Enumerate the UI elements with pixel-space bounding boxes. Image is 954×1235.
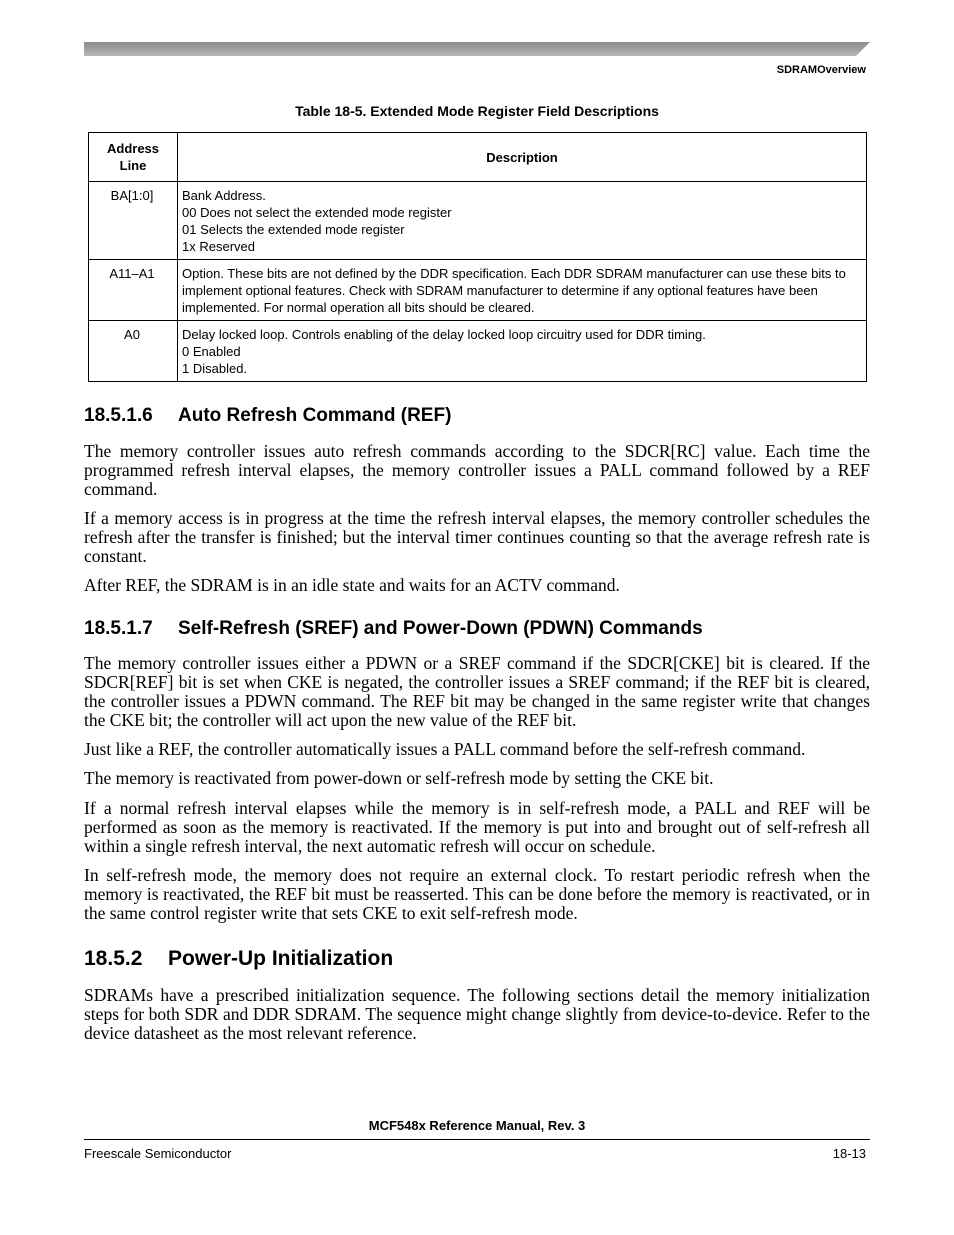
- table-caption: Table 18-5. Extended Mode Register Field Descriptions: [295, 103, 659, 119]
- table-row: [89, 182, 867, 260]
- section-title: Auto Refresh Command (REF): [178, 405, 452, 426]
- section-title: Self-Refresh (SREF) and Power-Down (PDWN) Commands: [178, 618, 703, 639]
- description-line: Option. These bits are not defined by the DDR specification. Each DDR SDRAM manufacturer can use these bits to implement optional features. Check with SDRAM manufacturer to determine if any optional features have been implemented. For normal operation all bits should be cleared.: [182, 266, 846, 315]
- description-line: 1x Reserved: [182, 239, 255, 254]
- paragraph: After REF, the SDRAM is in an idle state and waits for an ACTV command.: [84, 575, 620, 595]
- table-header-row: [89, 133, 867, 182]
- field-description-table: [88, 132, 867, 382]
- paragraph: In self-refresh mode, the memory does not require an external clock. To restart periodic refresh when the memory is reactivated, the REF bit must be reasserted. This can be done before the memory is reactivated, or in the same control register write that sets CKE to exit self-refresh mode.: [84, 865, 870, 923]
- description-cell: [178, 260, 867, 321]
- description-line: 1 Disabled.: [182, 361, 248, 376]
- paragraph: SDRAMs have a prescribed initialization sequence. The following sections detail the memory initialization steps for both SDR and DDR SDRAM. The sequence might change slightly from device-to-device. Refer to the device datasheet as the most relevant reference.: [84, 985, 870, 1043]
- column-header-address: Address Line: [89, 133, 178, 182]
- footer-title: MCF548x Reference Manual, Rev. 3: [368, 1118, 586, 1133]
- paragraph: If a normal refresh interval elapses while the memory is in self-refresh mode, a PALL and REF will be performed as soon as the memory is reactivated. If the memory is put into and brought out of self-refresh all within a single refresh interval, the next automatic refresh will occur on schedule.: [84, 798, 870, 856]
- paragraph: The memory controller issues either a PDWN or a SREF command if the SDCR[CKE] bit is cleared. If the SDCR[REF] bit is set when CKE is negated, the controller issues a SREF command; if the REF bit is cleared, the controller issues a PDWN command. The REF bit may be changed in the same register write that changes the CKE bit; the controller will act upon the new value of the REF bit.: [84, 653, 870, 730]
- table-row: [89, 260, 867, 321]
- table-row: [89, 321, 867, 382]
- paragraph: Just like a REF, the controller automatically issues a PALL command before the self-refresh command.: [84, 739, 806, 759]
- description-line: 01 Selects the extended mode register: [182, 222, 405, 237]
- paragraph: The memory controller issues auto refresh commands according to the SDCR[RC] value. Each time the programmed refresh interval elapses, the memory controller issues a PALL command followed by a REF command.: [84, 441, 870, 499]
- column-header-description: Description: [178, 133, 867, 182]
- section-number: 18.5.2: [84, 947, 143, 970]
- paragraph: If a memory access is in progress at the time the refresh interval elapses, the memory controller schedules the refresh after the transfer is finished; but the interval timer continues counting so that the average refresh rate is constant.: [84, 508, 870, 566]
- section-heading-sref: [84, 618, 703, 640]
- footer-company: Freescale Semiconductor: [84, 1146, 232, 1161]
- section-heading-ref: [84, 405, 451, 427]
- address-cell: BA[1:0]: [89, 182, 178, 260]
- header-bar: [84, 42, 870, 56]
- footer-divider: [84, 1139, 870, 1140]
- paragraph: The memory is reactivated from power-down or self-refresh mode by setting the CKE bit.: [84, 768, 714, 788]
- address-cell: A11–A1: [89, 260, 178, 321]
- running-header: SDRAMOverview: [776, 64, 866, 76]
- description-line: Bank Address.: [182, 188, 266, 203]
- page-number: 18-13: [832, 1146, 866, 1161]
- description-line: 00 Does not select the extended mode register: [182, 205, 452, 220]
- address-cell: A0: [89, 321, 178, 382]
- description-line: Delay locked loop. Controls enabling of the delay locked loop circuitry used for DDR timing.: [182, 327, 706, 342]
- section-number: 18.5.1.7: [84, 618, 153, 639]
- section-title: Power-Up Initialization: [168, 947, 394, 970]
- description-cell: [178, 321, 867, 382]
- description-line: 0 Enabled: [182, 344, 241, 359]
- section-number: 18.5.1.6: [84, 405, 153, 426]
- section-heading-powerup: [84, 947, 393, 971]
- description-cell: [178, 182, 867, 260]
